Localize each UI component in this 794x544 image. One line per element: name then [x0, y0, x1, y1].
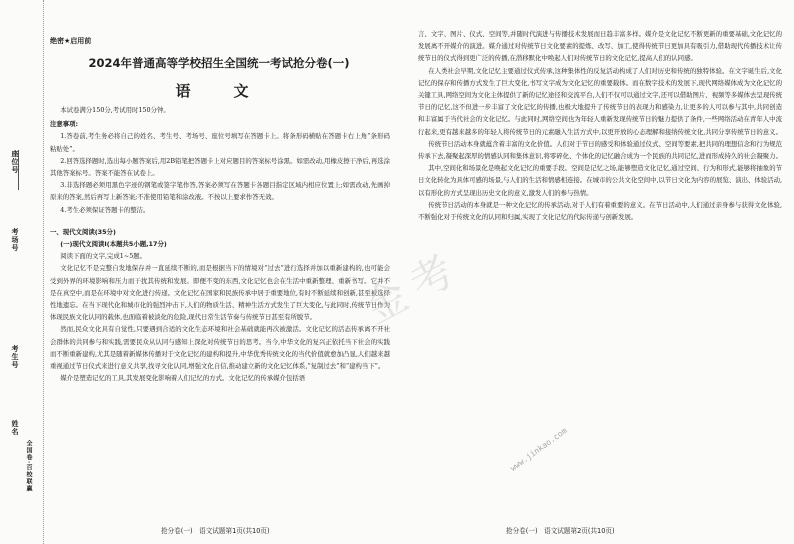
passage-paragraph: 媒介是塑造记忆的工具,其发展变化影响着人们记忆的方式。文化记忆的传承媒介包括语: [60, 374, 306, 383]
right-body: [418, 28, 782, 223]
intro-text: 本试卷满分150分,考试用时150分钟。: [60, 106, 170, 114]
notice-item: 4.考生必须保证答题卡的整洁。: [60, 205, 150, 214]
page-footer-right: 抢分卷(一) 语文试题第2页(共10页): [506, 527, 615, 535]
candidate-number-label: 考生号: [11, 345, 20, 369]
passage-paragraph: 其中,空间化和场景化是唤起文化记忆的重要手段。空间是记忆之场,能够塑造文化记忆,通过空间、行为和形式,能够将抽象的节日文化转化为具体可感的场景,与人们的生活和情感相连接。在城市的公共文化空间中,以节日文化为内容的展览、演出、体验活动,以有形化的方式呈现出历史文化的意义,激发人们的参与热情。: [418, 164, 782, 197]
left-page: [46, 0, 392, 544]
name-label: 姓名: [11, 420, 20, 436]
notice-item: 2.回答选择题时,选出每小题答案后,用2B铅笔把答题卡上对应题目的答案标号涂黑。如需改动,用橡皮擦干净后,再选涂其他答案标号。答案不能答在试卷上。: [50, 156, 390, 178]
notice-heading: 注意事项:: [50, 120, 79, 129]
passage-paragraph: 然而,民众文化具有自觉性,只要遇到合适的文化生态环境和社会基础就能再次被激活。文化记忆的活态传承离不开社会群体的共同参与和实践,需要民众从认同与感知上深化对传统节日的思考。当今,中华文化的复兴正依托当下社会的实践而不断重新建构,尤其是随着新媒体传播对于文化记忆的建构和提升,中华优秀传统文化的当代价值就愈加凸显,人们越来越重视通过节日仪式来进行意义共享,找寻文化认同,增强文化自信,推动建立新的文化记忆体系,“复制过去”和“建构当下”。: [50, 325, 390, 371]
subsection-heading: (一)现代文阅读Ⅰ(本题共5小题,17分): [60, 240, 167, 249]
page-footer-left: 抢分卷(一) 语文试题第1页(共10页): [161, 527, 270, 535]
watermark-logo: 金考: [355, 241, 471, 334]
left-body: [50, 104, 390, 384]
reading-instruction: 阅读下面的文字,完成1~5题。: [60, 252, 147, 261]
confidential-mark: 绝密★启用前: [50, 37, 92, 45]
notice-item: 1.答卷前,考生务必将自己的姓名、考生号、考场号、座位号填写在答题卡上。将条形码横贴在答题卡右上角“条形码粘贴处”。: [50, 132, 390, 153]
passage-paragraph: 在人类社会早期,文化记忆主要通过仪式传承,这种集体性的反复活动构成了人们对历史和传统的独特体验。在文字诞生后,文化记忆的保存和传播方式发生了巨大变化,书写文字成为文化记忆的重要载体。而在数字技术的发展下,现代网络媒体成为文化记忆的关键工具,网络空间为文化主体提供了新的记忆途径和交流平台,人们不仅可以通过文字,还可以借助图片、视频等多媒体去呈现传统节日的记忆,这不但进一步丰富了文化记忆的传播,也极大地提升了传统节日的表现力和感染力,让更多的人可以参与其中,共同创造和丰富属于当代社会的文化记忆。与此同时,网络空间也为年轻人重新发现传统节日的魅力提供了条件,一些网络活动在青年人中流行起来,更有越来越多的年轻人将传统节日的元素融入生活方式中,以更开放的心态理解和接纳传统文化,共同分享传统节日的意义。: [418, 66, 782, 136]
binding-margin: [0, 0, 44, 544]
brand-label: 全国卷·百校联赢: [25, 440, 32, 493]
passage-paragraph: 传统节日活动的本身就是一种文化记忆的传承活动,对于人们有着重要的意义。在节日活动中,人们通过亲身参与获得文化体验,不断强化对于传统文化的认同和归属,实现了文化记忆的代际传递与创新发展。: [418, 200, 782, 222]
passage-paragraph: 传统节日活动本身就蕴含着丰富的文化价值。人们对于节日的感受和体验通过仪式、空间等要素,把共同的理想信念和行为规范传承下去,凝聚起深厚的情感认同和集体意识,将零碎化、个体化的记忆融合成为一个民族的共同记忆,进而形成持久的社会凝聚力。: [418, 139, 782, 161]
notice-item: 3.非选择题必须用黑色字迹的钢笔或签字笔作答,答案必须写在答题卡各题目指定区域内相应位置上;如需改动,先画掉原来的答案,然后再写上新答案;不准使用铅笔和涂改液。不按以上要求作答无效。: [50, 181, 390, 202]
site-stamp: www.jinkao.com: [508, 426, 569, 473]
seat-number-label: 座位号: [11, 150, 20, 174]
exam-room-label: 考场号: [11, 228, 20, 252]
passage-paragraph: 文化记忆不是完整自发地保存并一直延续不断的,而是根据当下的情境对“过去”进行选择并加以重新建构的,也可能会受到外界的环境影响和压力而干扰其传统和发展。即便不变的东西,文化记忆也会在生活中重新整理、重新书写。它并不是在真空中,而是在环境中对文化进行传递。文化记忆在国家和民族传承中居于重要地位,有时不断延续和创新,甚至被选择性地遗忘。在当下现代化和城市化的强烈冲击下,人们的物质生活、精神生活方式发生了巨大变化,与此同时,传统节日作为体现民族文化认同的载体,也面临着被淡化的危险,现代日常生活节奏与传统节日甚至有所脱节。: [50, 264, 390, 322]
subject-title: 语 文: [175, 82, 263, 100]
right-page: [414, 0, 780, 544]
passage-paragraph: 言、文字、图片、仪式、空间等,并随时代演进与传播技术发展而日趋丰富多样。媒介是文化记忆不断更新的重要基础,文化记忆的发展离不开媒介的演进。媒介通过对传统节日文化要素的提炼、改写、加工,使得传统节日更加具有吸引力,借助现代传播技术让传统节日的仪式得到更广泛的传播,在潜移默化中唤起人们对传统节日的文化记忆,提高人们的认同感。: [418, 30, 782, 63]
section-heading: 一、现代文阅读(35分): [50, 227, 116, 236]
exam-title: 2024年普通高等学校招生全国统一考试抢分卷(一): [88, 56, 350, 70]
